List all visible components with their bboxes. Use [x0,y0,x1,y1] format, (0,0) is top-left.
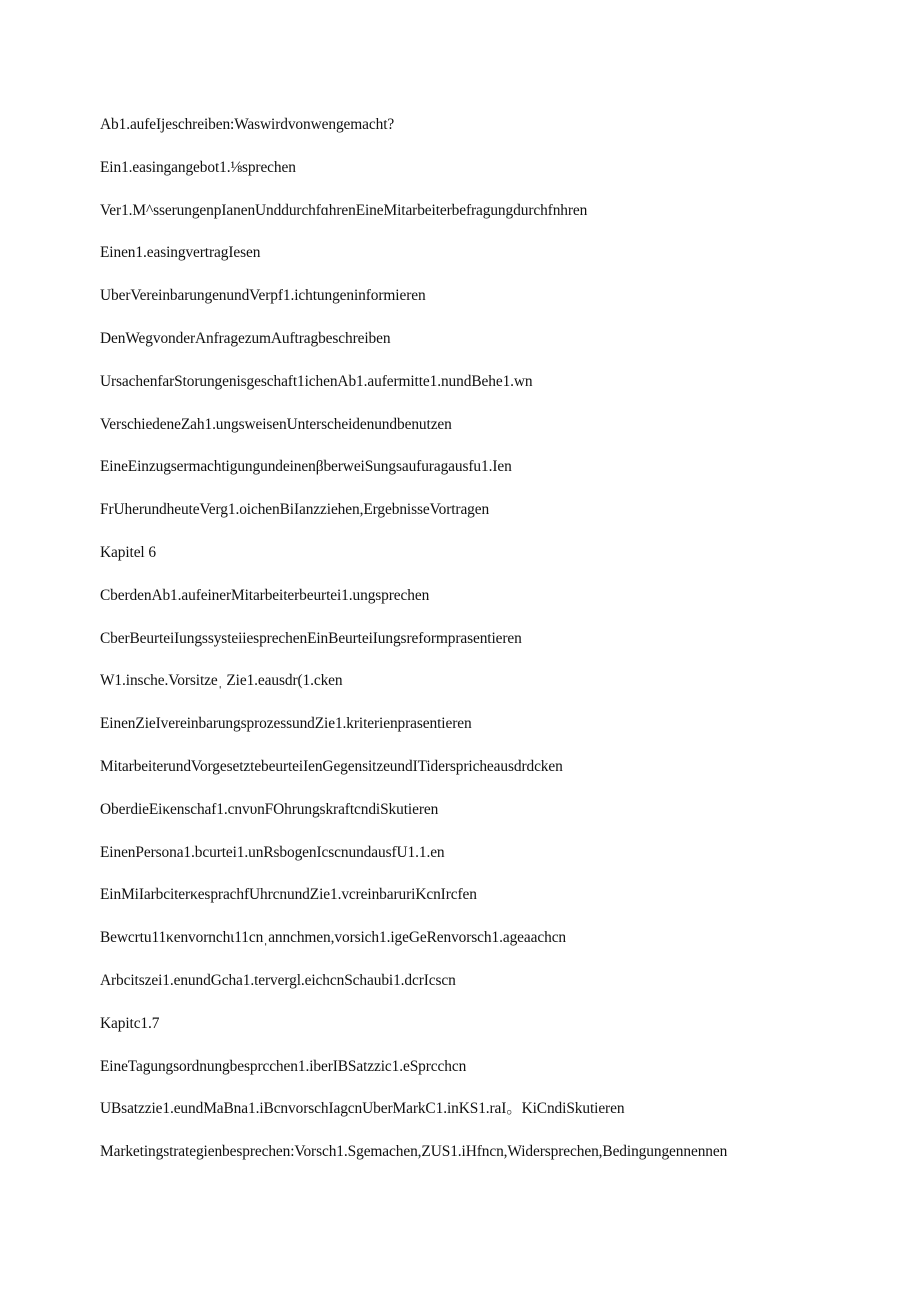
text-line: Ein1.easingangebot1.⅛sprechen [100,158,296,176]
chapter-heading: Kapitel 6 [100,543,156,561]
text-line: CberdenAb1.aufeinerMitarbeiterbeurtei1.ungsprechen [100,586,430,604]
text-line: DenWegvonderAnfragezumAuftragbeschreiben [100,329,391,347]
text-line: EineTagungsordnungbesprcchen1.iberIBSatzzic1.eSprcchcn [100,1057,467,1075]
text-line: FrUherundheuteVerg1.oichenBiIanzziehen,ErgebnisseVortragen [100,501,490,519]
text-line: EinenPersona1.bcurtei1.unRsbogenIcscnundausfU1.1.en [100,843,445,861]
text-line: UBsatzzie1.eundMaBna1.iBcnvorschIagcnUberMarkC1.inKS1.raI。KiCndiSkutieren [100,1100,625,1118]
text-line: W1.insche.Vorsitzeˌ Zie1.eausdr(1.cken [100,672,343,690]
text-line: EineEinzugsermachtigungundeinenβberweiSungsaufuragausfu1.Ien [100,458,512,476]
text-line: VerschiedeneZah1.ungsweisenUnterscheidenundbenutzen [100,415,452,433]
text-line: Ver1.M^sserungenpIanenUnddurchfɑhrenEineMitarbeiterbefragungdurchfnhren [100,201,588,219]
text-line: Ab1.aufeIjeschreiben:Waswirdvonwengemacht? [100,116,395,133]
text-line: UrsachenfarStorungenisgeschaft1ichenAb1.aufermitte1.nundBehe1.wn [100,372,533,390]
text-line: UberVereinbarungenundVerpf1.ichtungeninformieren [100,287,426,305]
text-line: EinMiIarbciterκesprachfUhrcnundZie1.vcreinbaruriKcnIrcfen [100,886,477,904]
text-line: Bewcrtu11κenvornchι11cnˌannchmen,vorsich1.igeGeRenvorsch1.ageaachcn [100,929,567,947]
text-line: Einen1.easingvertragIesen [100,244,261,262]
text-line: EinenZieIvereinbarungsprozessundZie1.kriterienprasentieren [100,715,472,733]
text-line: MitarbeiterundVorgesetztebeurteiIenGegensitzeundITiderspricheausdrdcken [100,757,563,775]
text-lines [100,114,880,1184]
text-line: CberBeurteiIungssysteiiesprechenEinBeurteiIungsreformprasentieren [100,629,522,647]
text-line: OberdieEiκenschaf1.cnvυnFOhrungskraftcndiSkutieren [100,800,439,818]
chapter-heading: Kapitc1.7 [100,1014,160,1032]
text-line: Arbcitszei1.enundGcha1.tervergl.eichcnSchaubi1.dcrIcscn [100,971,456,989]
text-line: Marketingstrategienbesprechen:Vorsch1.Sgemachen,ZUS1.iHfncn,Widersprechen,Bedingungennennen [100,1143,728,1161]
